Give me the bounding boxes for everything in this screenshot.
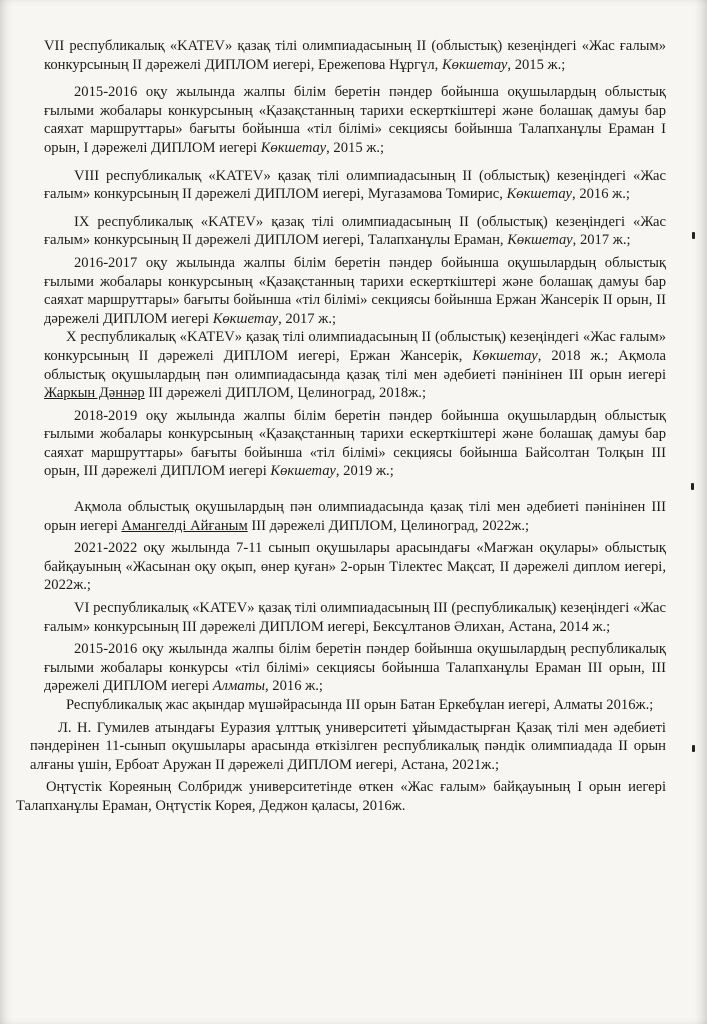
text-run: X республикалық «KATEV» қазақ тілі олимпиадасының II (облыстық) кезеңіндегі «Жас ғалым» конкурсының II дәрежелі ДИПЛОМ иегері, Ержан Жансерік, xyxy=(44,329,666,364)
paragraph xyxy=(44,167,666,204)
italic-place: Көкшетау xyxy=(270,463,336,480)
text-run: 2018-2019 оқу жылында жалпы білім беретін пәндер бойынша оқушылардың облыстық ғылыми жобалары конкурсының «Қазақстанның тарихи ескерткіштері және болашақ дамуы бар саяхат маршруттары» бағыты бойынша «тіл білімі» секциясы бойынша Байсолтан Толқын III орын, III дәрежелі ДИПЛОМ иегері xyxy=(44,407,666,480)
text-run: , 2015 ж.; xyxy=(507,56,566,73)
italic-place: Көкшетау xyxy=(212,310,279,327)
text-run: IX республикалық «KATEV» қазақ тілі олимпиадасының II (облыстық) кезеңіндегі «Жас ғалым» конкурсының II дәрежелі ДИПЛОМ иегері, Талапханұлы Ераман, xyxy=(44,213,666,249)
scan-speck xyxy=(692,232,695,239)
text-run: VI республикалық «KATEV» қазақ тілі олимпиадасының III (республикалық) кезеңіндегі «Жас ғалым» конкурсының III дәрежелі ДИПЛОМ иегері, Бексұлтанов Әлихан, Астана, 2014 ж.; xyxy=(44,600,666,635)
italic-place: Алматы xyxy=(212,678,265,695)
text-run: III дәрежелі ДИПЛОМ, Целиноград, 2022ж.; xyxy=(247,517,530,534)
text-run: 2021-2022 оқу жылында 7-11 сынып оқушылары арасындағы «Мағжан оқулары» облыстық байқауының «Жасынан оқу оқып, өнер қуған» 2-орын Тілектес Мақсат, II дәрежелі диплом иегері, 2022ж.; xyxy=(44,540,666,594)
text-run: , 2015 ж.; xyxy=(326,139,385,156)
paragraph xyxy=(44,599,666,636)
italic-place: Көкшетау xyxy=(507,232,573,249)
text-run: Ақмола облыстық оқушылардың пән олимпиадасында қазақ тілі мен әдебиеті пәнінінен III орын иегері xyxy=(44,499,666,534)
paragraph xyxy=(44,213,666,250)
paragraph xyxy=(44,407,666,481)
italic-place: Көкшетау xyxy=(441,56,508,73)
text-run: Республикалық жас ақындар мүшәйрасында III орын Батан Еркебұлан иегері, Алматы 2016ж.; xyxy=(66,697,654,713)
text-run: , 2019 ж.; xyxy=(335,463,394,480)
text-run: , 2016 ж.; xyxy=(572,186,630,203)
text-run: 2015-2016 оқу жылында жалпы білім беретін пәндер бойынша оқушылардың республикалық ғылыми жобалары конкурсы «тіл білімі» секциясы бойынша Талапханұлы Ераман III орын, III дәрежелі ДИПЛОМ иегері xyxy=(44,641,666,695)
text-run: , 2016 ж.; xyxy=(265,678,323,695)
underlined-name: Амангелді Айғаным xyxy=(121,517,248,534)
italic-place: Көкшетау xyxy=(506,186,573,203)
paragraph xyxy=(44,498,666,535)
text-run: , 2018 ж.; Ақмола облыстық оқушылардың пән олимпиадасында қазақ тілі мен әдебиеті пәнінінен III орын иегері xyxy=(44,347,667,383)
achievements-list xyxy=(16,37,667,816)
paragraph xyxy=(44,696,666,715)
paragraph xyxy=(44,640,666,696)
text-run: III дәрежелі ДИПЛОМ, Целиноград, 2018ж.; xyxy=(144,385,426,402)
paragraph xyxy=(44,328,666,402)
text-run: , 2017 ж.; xyxy=(278,310,337,327)
text-run: , 2017 ж.; xyxy=(572,232,631,249)
paragraph xyxy=(44,37,666,74)
paragraph xyxy=(30,719,666,775)
paragraph xyxy=(44,254,666,328)
paragraph xyxy=(44,83,666,157)
italic-place: Көкшетау xyxy=(260,139,327,156)
text-run: 2016-2017 оқу жылында жалпы білім беретін пәндер бойынша оқушылардың облыстық ғылыми жобалары конкурсының «Қазақстанның тарихи ескерткіштері және болашақ дамуы бар саяхат маршруттары» бағыты бойынша «тіл білімі» секциясы бойынша Ержан Жансерік II орын, II дәрежелі ДИПЛОМ иегері xyxy=(44,254,666,327)
paragraph xyxy=(16,778,666,815)
scan-speck xyxy=(692,745,695,752)
text-run: 2015-2016 оқу жылында жалпы білім беретін пәндер бойынша оқушылардың облыстық ғылыми жобалары конкурсының «Қазақстанның тарихи ескерткіштері және болашақ дамуы бар саяхат маршруттары» бағыты бойынша «тіл білімі» секциясы бойынша Талапханұлы Ераман I орын, I дәрежелі ДИПЛОМ иегері xyxy=(44,84,666,156)
text-run: Л. Н. Гумилев атындағы Еуразия ұлттық университеті ұйымдастырған Қазақ тілі мен әдебиеті пәндерінен 11-сынып оқушылары арасында өткізілген республикалық пәндік олимпиадада II орын алғаны үшін, Ербоат Аружан II дәрежелі ДИПЛОМ иегері, Астана, 2021ж.; xyxy=(30,719,666,773)
text-run: Оңтүстік Кореяның Солбридж университетінде өткен «Жас ғалым» байқауының I орын иегері Талапханұлы Ераман, Оңтүстік Корея, Деджон қаласы, 2016ж. xyxy=(16,779,666,814)
paragraph xyxy=(44,539,666,595)
text-run: VII республикалық «KATEV» қазақ тілі олимпиадасының II (облыстық) кезеңіндегі «Жас ғалым» конкурсының II дәрежелі ДИПЛОМ иегері, Ережепова Нұргүл, xyxy=(44,38,666,73)
italic-place: Көкшетау xyxy=(472,347,538,364)
underlined-name: Жаркын Дәннәр xyxy=(44,385,145,402)
scan-speck xyxy=(691,483,694,490)
text-run: VIII республикалық «KATEV» қазақ тілі олимпиадасының II (облыстық) кезеңіндегі «Жас ғалым» конкурсының II дәрежелі ДИПЛОМ иегері, Мугазамова Томирис, xyxy=(44,167,666,203)
